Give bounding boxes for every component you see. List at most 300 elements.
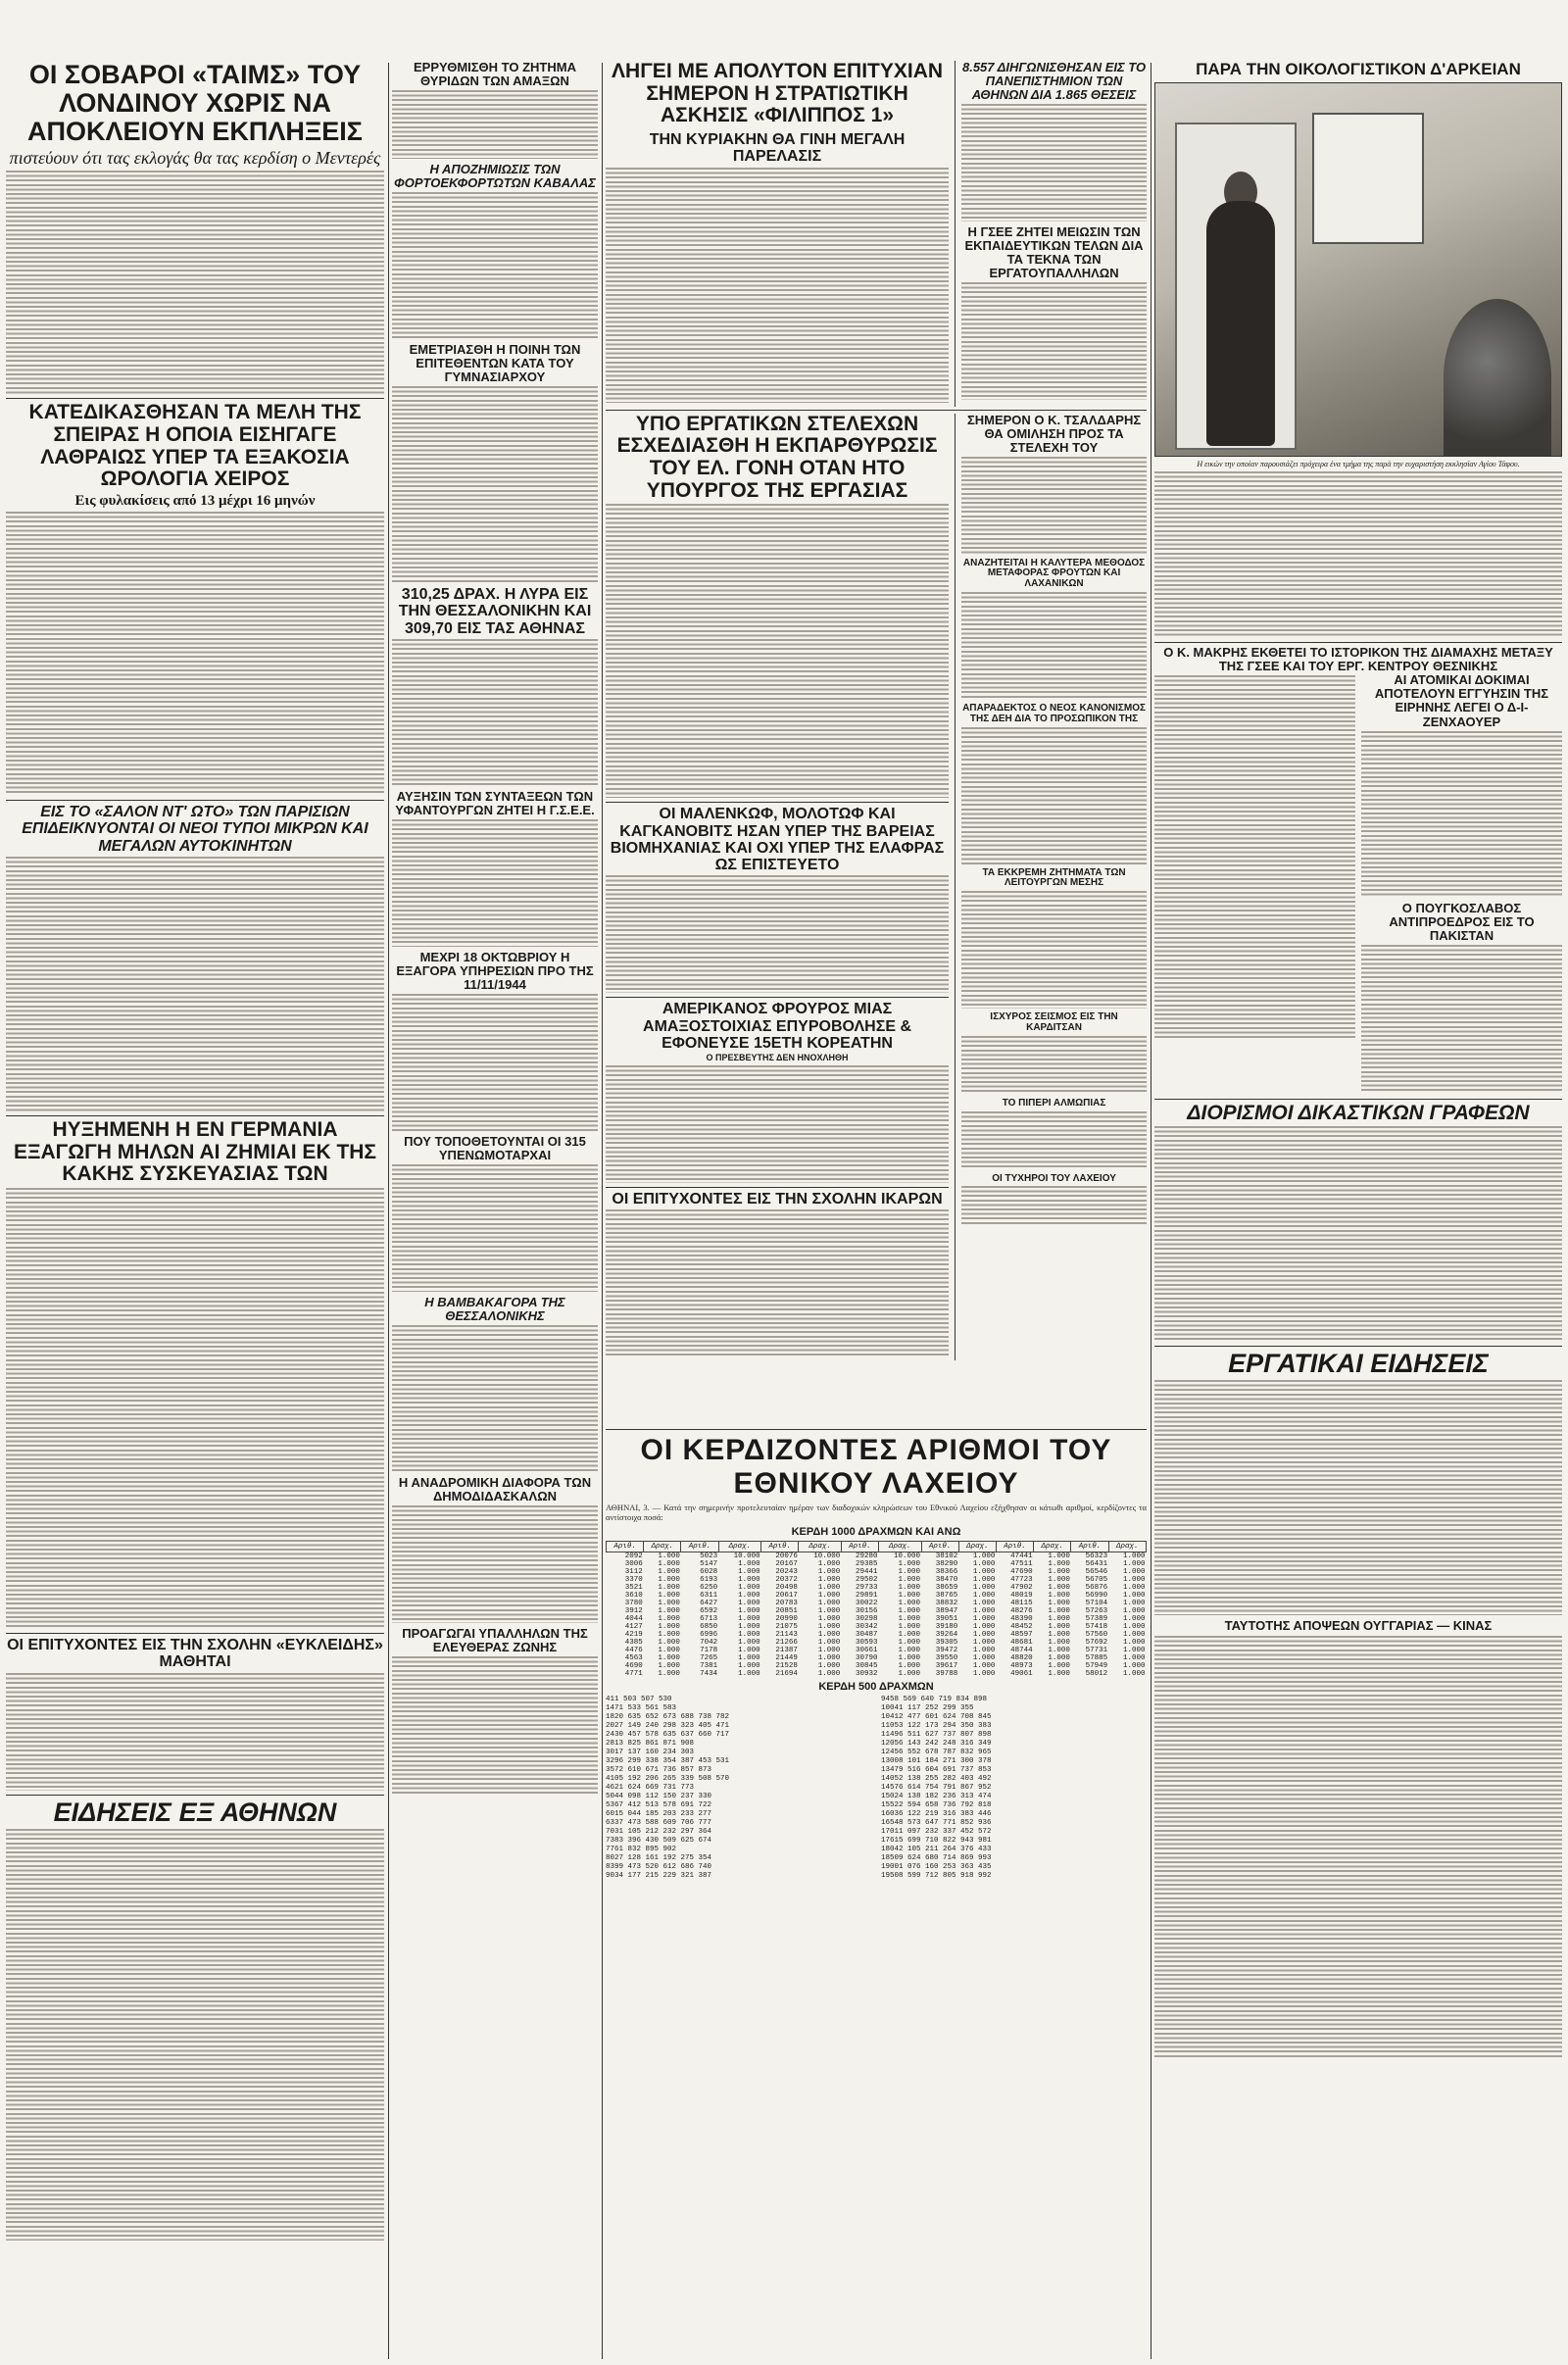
headline-athens-news: ΕΙΔΗΣΕΙΣ ΕΞ ΑΘΗΝΩΝ	[53, 1797, 337, 1827]
lottery-cell: 1.000	[1048, 1576, 1070, 1584]
lottery-cell: 38947	[935, 1607, 958, 1615]
lottery-cell: 1.000	[972, 1560, 996, 1568]
lottery-cell: 1.000	[738, 1568, 760, 1576]
lottery-cell: 20076	[775, 1552, 798, 1560]
lottery-cell: 48019	[1010, 1592, 1033, 1600]
lottery-cell: 1.000	[972, 1607, 996, 1615]
headline-makris: Ο Κ. ΜΑΚΡΗΣ ΕΚΘΕΤΕΙ ΤΟ ΙΣΤΟΡΙΚΟΝ ΤΗΣ ΔΙΑΜΑΧΗΣ ΜΕΤΑΞΥ ΤΗΣ ΓΣΕΕ ΚΑΙ ΤΟΥ ΕΡΓ. ΚΕΝΤΡΟΥ ΘΕΣΝΙΚΗΣ	[1163, 645, 1553, 674]
lottery-cell: 20372	[775, 1576, 798, 1584]
news-photo	[1154, 82, 1562, 457]
lottery-cell: 5023	[700, 1552, 718, 1560]
lottery-cell: 20783	[775, 1600, 798, 1607]
lottery-cell: 1.000	[898, 1647, 920, 1654]
lottery-cell: 56876	[1085, 1584, 1108, 1592]
lottery-small-line: 8399 473 520 612 686 740	[606, 1863, 712, 1871]
lottery-cell: 1.000	[658, 1592, 680, 1600]
lottery-cell: 1.000	[658, 1560, 680, 1568]
lottery-cell: 1.000	[817, 1654, 841, 1662]
lottery-small-line: 19508 599 712 805 918 992	[881, 1872, 992, 1880]
lottery-cell: 39550	[935, 1654, 958, 1662]
headline-gsee-fees: Η ΓΣΕΕ ΖΗΤΕΙ ΜΕΙΩΣΙΝ ΤΩΝ ΕΚΠΑΙΔΕΥΤΙΚΩΝ ΤΕΛΩΝ ΔΙΑ ΤΑ ΤΕΚΝΑ ΤΩΝ ΕΡΓΑΤΟΥΠΑΛΛΗΛΩΝ	[964, 224, 1144, 281]
headline-paris-salon: ΕΙΣ ΤΟ «ΣΑΛΟΝ ΝΤ' ΩΤΟ» ΤΩΝ ΠΑΡΙΣΙΩΝ ΕΠΙΔΕΙΚΝΥΟΝΤΑΙ ΟΙ ΝΕΟΙ ΤΥΠΟΙ ΜΙΚΡΩΝ ΚΑΙ ΜΕΓΑΛΩΝ ΑΥΤΟΚΙΝΗΤΩΝ	[22, 804, 368, 855]
lottery-row	[607, 1607, 1147, 1615]
lottery-cell: 1.000	[738, 1631, 760, 1639]
lottery-small-line: 19001 076 160 253 363 435	[881, 1863, 992, 1871]
article-body	[6, 857, 384, 1111]
lottery-cell: 1.000	[658, 1584, 680, 1592]
headline-services-1944: ΜΕΧΡΙ 18 ΟΚΤΩΒΡΙΟΥ Η ΕΞΑΓΟΡΑ ΥΠΗΡΕΣΙΩΝ ΠΡΟ ΤΗΣ 11/11/1944	[396, 950, 594, 993]
lottery-small-line: 16036 122 219 316 383 446	[881, 1810, 992, 1818]
article-body	[961, 727, 1147, 864]
lottery-small-line: 2027 149 240 298 323 405 471	[606, 1722, 730, 1730]
article-body	[1154, 471, 1562, 638]
lottery-cell: 4385	[624, 1639, 643, 1647]
lottery-small-line: 18042 105 211 264 376 433	[881, 1846, 992, 1853]
lottery-cell: 1.000	[817, 1576, 841, 1584]
lottery-cell: 3610	[624, 1592, 643, 1600]
lottery-block	[606, 1426, 1147, 2357]
lottery-cell: 48597	[1010, 1631, 1033, 1639]
lottery-cell: 1.000	[1048, 1592, 1070, 1600]
article-body	[392, 90, 598, 159]
lottery-cell: 39788	[935, 1670, 958, 1678]
lottery-cell: 1.000	[898, 1662, 920, 1670]
photo-caption: Η εικών την οποίαν παρουσιάζει πρόχειρα ένα τμήμα της παρά την ευχαριστήση εκκλησίαν Αγίου Τάφου.	[1197, 460, 1520, 469]
headline-university-exams: 8.557 ΔΙΗΓΩΝΙΣΘΗΣΑΝ ΕΙΣ ΤΟ ΠΑΝΕΠΙΣΤΗΜΙΟΝ ΤΩΝ ΑΘΗΝΩΝ ΔΙΑ 1.865 ΘΕΣΕΙΣ	[961, 60, 1147, 103]
lottery-cell: 7265	[700, 1654, 718, 1662]
article-body	[1154, 675, 1355, 1038]
lottery-cell: 47690	[1010, 1568, 1033, 1576]
lottery-cell: 30790	[856, 1654, 878, 1662]
lottery-cell: 1.000	[658, 1639, 680, 1647]
lottery-row	[607, 1615, 1147, 1623]
lottery-cell: 1.000	[658, 1662, 680, 1670]
lottery-cell: 48390	[1010, 1615, 1033, 1623]
lottery-cell: 30156	[856, 1607, 878, 1615]
headline-apple-exports: ΗΥΞΗΜΕΝΗ Η ΕΝ ΓΕΡΜΑΝΙΑ ΕΞΑΓΩΓΗ ΜΗΛΩΝ ΑΙ ΖΗΜΙΑΙ ΕΚ ΤΗΣ ΚΑΚΗΣ ΣΥΣΚΕΥΑΣΙΑΣ ΤΩΝ	[13, 1117, 377, 1186]
lottery-cell: 6996	[700, 1631, 718, 1639]
lottery-cell: 1.000	[972, 1647, 996, 1654]
lottery-cell: 21075	[775, 1623, 798, 1631]
lottery-cell: 1.000	[972, 1631, 996, 1639]
subheadline-sentences: Εις φυλακίσεις από 13 μέχρι 16 μηνών	[74, 493, 316, 510]
lottery-small-line: 1820 635 652 673 688 738 782	[606, 1713, 730, 1721]
lottery-cell: 57560	[1085, 1631, 1108, 1639]
lottery-cell: 1.000	[738, 1584, 760, 1592]
lottery-cell: 1.000	[1048, 1560, 1070, 1568]
lottery-col-number: Αριθ.	[841, 1542, 878, 1552]
article-body	[606, 1209, 949, 1356]
column-4-top	[961, 61, 1147, 407]
lottery-col-number: Αριθ.	[1071, 1542, 1108, 1552]
lottery-cell: 48820	[1010, 1654, 1033, 1662]
lottery-cell: 29385	[856, 1560, 878, 1568]
headline-teachers-issues: ΤΑ ΕΚΚΡΕΜΗ ΖΗΤΗΜΑΤΑ ΤΩΝ ΛΕΙΤΟΥΡΓΩΝ ΜΕΣΗΣ	[982, 866, 1126, 889]
lottery-small-line: 7031 105 212 232 297 364	[606, 1828, 712, 1836]
headline-ikaron-school: ΟΙ ΕΠΙΤΥΧΟΝΤΕΣ ΕΙΣ ΤΗΝ ΣΧΟΛΗΝ ΙΚΑΡΩΝ	[612, 1190, 943, 1207]
lottery-col-number: Αριθ.	[996, 1542, 1033, 1552]
lottery-cell: 1.000	[738, 1615, 760, 1623]
lottery-cell: 1.000	[1122, 1662, 1146, 1670]
lottery-cell: 1.000	[658, 1615, 680, 1623]
lottery-row	[607, 1568, 1147, 1576]
lottery-cell: 1.000	[1122, 1584, 1146, 1592]
lottery-cell: 4563	[624, 1654, 643, 1662]
lottery-small-line: 7383 396 430 509 625 674	[606, 1837, 712, 1845]
article-body	[961, 1036, 1147, 1095]
lottery-cell: 1.000	[1122, 1560, 1146, 1568]
lottery-cell: 1.000	[817, 1623, 841, 1631]
lottery-cell: 38102	[935, 1552, 958, 1560]
lottery-small-line: 15024 138 182 236 313 474	[881, 1793, 992, 1800]
lottery-small-line: 6015 044 185 203 233 277	[606, 1810, 712, 1818]
lottery-cell: 1.000	[738, 1654, 760, 1662]
lottery-col-number: Αριθ.	[681, 1542, 718, 1552]
lottery-row	[607, 1639, 1147, 1647]
lottery-cell: 1.000	[817, 1639, 841, 1647]
lottery-cell: 1.000	[817, 1560, 841, 1568]
lottery-cell: 56323	[1085, 1552, 1108, 1560]
lottery-cell: 1.000	[972, 1639, 996, 1647]
lottery-cell: 1.000	[972, 1576, 996, 1584]
lottery-row	[607, 1552, 1147, 1561]
lottery-cell: 29280	[856, 1552, 878, 1560]
headline-gonis-plot: ΥΠΟ ΕΡΓΑΤΙΚΩΝ ΣΤΕΛΕΧΩΝ ΕΣΧΕΔΙΑΣΘΗ Η ΕΚΠΑΡΘΥΡΩΣΙΣ ΤΟΥ ΕΛ. ΓΟΝΗ ΟΤΑΝ ΗΤΟ ΥΠΟΥΡΓΟΣ ΤΗΣ ΕΡΓΑΣΙΑΣ	[616, 412, 938, 502]
lottery-cell: 47902	[1010, 1584, 1033, 1592]
article-body	[606, 168, 949, 403]
lottery-cell: 4690	[624, 1662, 643, 1670]
article-body	[6, 1829, 384, 2241]
lottery-small-line: 3572 610 671 736 857 873	[606, 1766, 712, 1774]
lottery-cell: 1.000	[817, 1670, 841, 1678]
lottery-cell: 20990	[775, 1615, 798, 1623]
lottery-small-line: 2430 457 578 635 637 660 717	[606, 1731, 730, 1739]
lottery-row	[607, 1654, 1147, 1662]
lottery-cell: 1.000	[738, 1647, 760, 1654]
lottery-row	[607, 1647, 1147, 1654]
lottery-cell: 1.000	[898, 1615, 920, 1623]
lottery-cell: 1.000	[898, 1623, 920, 1631]
lottery-title: ΟΙ ΚΕΡΔΙΖΟΝΤΕΣ ΑΡΙΘΜΟΙ ΤΟΥ ΕΘΝΙΚΟΥ ΛΑΧΕΙΟΥ	[640, 1434, 1112, 1500]
headline-korea-guard: ΑΜΕΡΙΚΑΝΟΣ ΦΡΟΥΡΟΣ ΜΙΑΣ ΑΜΑΞΟΣΤΟΙΧΙΑΣ ΕΠΥΡΟΒΟΛΗΣΕ & ΕΦΟΝΕΥΣΕ 15ΕΤΗ ΚΟΡΕΑΤΗΝ	[643, 1001, 912, 1052]
lottery-cell: 1.000	[738, 1623, 760, 1631]
lottery-row	[607, 1584, 1147, 1592]
lottery-cell: 38765	[935, 1592, 958, 1600]
article-body	[392, 1164, 598, 1292]
lottery-cell: 20243	[775, 1568, 798, 1576]
article-body	[392, 1656, 598, 1794]
lottery-cell: 1.000	[1122, 1615, 1146, 1623]
lottery-cell: 21449	[775, 1654, 798, 1662]
lottery-cell: 1.000	[817, 1584, 841, 1592]
lottery-cell: 7381	[700, 1662, 718, 1670]
lottery-cell: 3521	[624, 1584, 643, 1592]
lottery-cell: 1.000	[1122, 1654, 1146, 1662]
lottery-cell: 39472	[935, 1647, 958, 1654]
lottery-cell: 48973	[1010, 1662, 1033, 1670]
lottery-cell: 1.000	[738, 1639, 760, 1647]
lottery-cell: 48744	[1010, 1647, 1033, 1654]
lottery-cell: 38659	[935, 1584, 958, 1592]
lottery-cell: 1.000	[738, 1576, 760, 1584]
lottery-cell: 1.000	[817, 1615, 841, 1623]
article-body	[1154, 1636, 1562, 2057]
lottery-cell: 39180	[935, 1623, 958, 1631]
lottery-cell: 1.000	[1122, 1576, 1146, 1584]
headline-atomic-tests: ΑΙ ΑΤΟΜΙΚΑΙ ΔΟΚΙΜΑΙ ΑΠΟΤΕΛΟΥΝ ΕΓΓΥΗΣΙΝ ΤΗΣ ΕΙΡΗΝΗΣ ΛΕΓΕΙ Ο Δ-Ι-ΖΕΝΧΑΟΥΕΡ	[1374, 672, 1549, 729]
article-body	[961, 891, 1147, 1009]
lottery-small-line: 5044 098 112 150 237 330	[606, 1793, 712, 1800]
lottery-cell: 1.000	[1048, 1670, 1070, 1678]
lottery-cell: 1.000	[1048, 1552, 1070, 1560]
lottery-table	[606, 1541, 1147, 1678]
lottery-row	[607, 1623, 1147, 1631]
headline-watch-smuggling: ΚΑΤΕΔΙΚΑΣΘΗΣΑΝ ΤΑ ΜΕΛΗ ΤΗΣ ΣΠΕΙΡΑΣ Η ΟΠΟΙΑ ΕΙΣΗΓΑΓΕ ΛΑΘΡΑΙΩΣ ΥΠΕΡ ΤΑ ΕΞΑΚΟΣΙΑ ΩΡΟΛΟΓΙΑ ΧΕΙΡΟΣ	[28, 401, 362, 491]
lottery-cell: 4476	[624, 1647, 643, 1654]
lottery-cell: 29733	[856, 1584, 878, 1592]
lottery-cell: 1.000	[898, 1576, 920, 1584]
headline-labor-news: ΕΡΓΑΤΙΚΑΙ ΕΙΔΗΣΕΙΣ	[1228, 1349, 1489, 1379]
lottery-cell: 1.000	[1048, 1662, 1070, 1670]
lottery-cell: 7434	[700, 1670, 718, 1678]
lottery-row	[607, 1592, 1147, 1600]
lottery-cell: 6427	[700, 1600, 718, 1607]
article-body	[6, 512, 384, 796]
lottery-small-line: 1471 533 561 583	[606, 1704, 677, 1712]
lottery-cell: 39264	[935, 1631, 958, 1639]
lottery-small-line: 3017 137 160 234 303	[606, 1749, 695, 1756]
lottery-cell: 1.000	[817, 1600, 841, 1607]
article-body	[606, 875, 949, 993]
lottery-cell: 20851	[775, 1607, 798, 1615]
lottery-cell: 1.000	[972, 1654, 996, 1662]
lottery-cell: 6311	[700, 1592, 718, 1600]
article-body	[1154, 1126, 1562, 1342]
lottery-cell: 57731	[1085, 1647, 1108, 1654]
article-body	[6, 171, 384, 394]
lottery-cell: 1.000	[1122, 1607, 1146, 1615]
lottery-cell: 3912	[624, 1607, 643, 1615]
headline-times-london: ΟΙ ΣΟΒΑΡΟΙ «ΤΑΙΜΣ» ΤΟΥ ΛΟΝΔΙΝΟΥ ΧΩΡΙΣ ΝΑ ΑΠΟΚΛΕΙΟΥΝ ΕΚΠΛΗΞΕΙΣ	[27, 60, 363, 147]
headline-photo: ΠΑΡΑ ΤΗΝ ΟΙΚΟΛΟΓΙΣΤΙΚΟΝ Δ'ΑΡΚΕΙΑΝ	[1196, 60, 1521, 78]
lottery-small-line: 7761 832 895 902	[606, 1846, 677, 1853]
lottery-cell: 56431	[1085, 1560, 1108, 1568]
lottery-cell: 30845	[856, 1662, 878, 1670]
article-body	[961, 282, 1147, 400]
lottery-row	[607, 1670, 1147, 1678]
lottery-row	[607, 1560, 1147, 1568]
headline-lucky: ΟΙ ΤΥΧΗΡΟΙ ΤΟΥ ΛΑΧΕΙΟΥ	[992, 1172, 1116, 1184]
lottery-cell: 30661	[856, 1647, 878, 1654]
lottery-cell: 1.000	[898, 1568, 920, 1576]
lottery-cell: 1.000	[1122, 1647, 1146, 1654]
lottery-cell: 10.000	[733, 1552, 760, 1560]
article-body	[6, 1188, 384, 1629]
lottery-small-line: 6337 473 588 609 706 777	[606, 1819, 712, 1827]
lottery-cell: 38366	[935, 1568, 958, 1576]
lottery-small-line: 5367 412 513 578 691 722	[606, 1801, 712, 1809]
lottery-cell: 1.000	[898, 1600, 920, 1607]
article-body	[961, 1186, 1147, 1225]
lottery-col-amount: Δραχ.	[1108, 1542, 1146, 1552]
lottery-col-amount: Δραχ.	[718, 1542, 760, 1552]
lottery-cell: 1.000	[658, 1568, 680, 1576]
lottery-cell: 39305	[935, 1639, 958, 1647]
lottery-cell: 57389	[1085, 1615, 1108, 1623]
lottery-cell: 48681	[1010, 1639, 1033, 1647]
lottery-cell: 29441	[856, 1568, 878, 1576]
lottery-cell: 3370	[624, 1576, 643, 1584]
lottery-cell: 57692	[1085, 1639, 1108, 1647]
lottery-small-line: 14052 138 255 282 403 492	[881, 1775, 992, 1783]
lottery-cell: 1.000	[738, 1592, 760, 1600]
lottery-cell: 1.000	[658, 1647, 680, 1654]
lottery-small-line: 13008 101 184 271 300 378	[881, 1757, 992, 1765]
lottery-cell: 56546	[1085, 1568, 1108, 1576]
lottery-small-line: 15522 594 658 736 792 818	[881, 1801, 992, 1809]
headline-tsaldaris: ΣΗΜΕΡΟΝ Ο Κ. ΤΣΑΛΔΑΡΗΣ ΘΑ ΟΜΙΛΗΣΗ ΠΡΟΣ ΤΑ ΣΤΕΛΕΧΗ ΤΟΥ	[966, 412, 1142, 455]
lottery-cell: 30932	[856, 1670, 878, 1678]
lottery-cell: 1.000	[817, 1592, 841, 1600]
subheadline-parade: ΤΗΝ ΚΥΡΙΑΚΗΝ ΘΑ ΓΙΝΗ ΜΕΓΑΛΗ ΠΑΡΕΛΑΣΙΣ	[649, 131, 906, 166]
lottery-small-line: 18509 624 680 714 869 993	[881, 1854, 992, 1862]
lottery-cell: 20617	[775, 1592, 798, 1600]
lottery-col-number: Αριθ.	[761, 1542, 799, 1552]
headline-fruit-transport: ΑΝΑΖΗΤΕΙΤΑΙ Η ΚΑΛΥΤΕΡΑ ΜΕΘΟΔΟΣ ΜΕΤΑΦΟΡΑΣ ΦΡΟΥΤΩΝ ΚΑΙ ΛΑΧΑΝΙΚΩΝ	[962, 557, 1146, 590]
lottery-cell: 1.000	[658, 1623, 680, 1631]
lottery-small-line: 11496 511 627 737 807 898	[881, 1731, 992, 1739]
lottery-cell: 5147	[700, 1560, 718, 1568]
lottery-cell: 4127	[624, 1623, 643, 1631]
lottery-col-amount: Δραχ.	[1034, 1542, 1071, 1552]
lottery-cell: 1.000	[1048, 1607, 1070, 1615]
lottery-cell: 1.000	[972, 1592, 996, 1600]
headline-wagon-doors: ΕΡΡΥΘΜΙΣΘΗ ΤΟ ΖΗΤΗΜΑ ΘΥΡΙΔΩΝ ΤΩΝ ΑΜΑΞΩΝ	[414, 60, 576, 89]
lottery-small-line: 16548 573 647 771 852 936	[881, 1819, 992, 1827]
lottery-cell: 30298	[856, 1615, 878, 1623]
article-body	[392, 819, 598, 947]
lottery-small-line: 11053 122 173 294 350 383	[881, 1722, 992, 1730]
headline-earthquake: ΙΣΧΥΡΟΣ ΣΕΙΣΜΟΣ ΕΙΣ ΤΗΝ ΚΑΡΔΙΤΣΑΝ	[990, 1011, 1118, 1034]
subheadline-menderes: πιστεύουν ότι τας εκλογάς θα τας κερδίση ο Μεντερές	[9, 148, 381, 169]
center-block	[606, 61, 1147, 1360]
lottery-cell: 1.000	[898, 1607, 920, 1615]
headline-gymnasiarch: ΕΜΕΤΡΙΑΣΘΗ Η ΠΟΙΝΗ ΤΩΝ ΕΠΙΤΕΘΕΝΤΩΝ ΚΑΤΑ ΤΟΥ ΓΥΜΝΑΣΙΑΡΧΟΥ	[409, 342, 581, 385]
lottery-cell: 30342	[856, 1623, 878, 1631]
article-body	[6, 1673, 384, 1791]
lottery-row	[607, 1662, 1147, 1670]
lottery-cell: 1.000	[1122, 1631, 1146, 1639]
lottery-small-line: 4105 192 206 265 339 508 570	[606, 1775, 730, 1783]
lottery-row	[607, 1576, 1147, 1584]
article-body	[961, 104, 1147, 222]
lottery-cell: 30487	[856, 1631, 878, 1639]
lottery-cell: 1.000	[972, 1623, 996, 1631]
lottery-cell: 29502	[856, 1576, 878, 1584]
article-body	[392, 1505, 598, 1623]
lottery-cell: 1.000	[972, 1670, 996, 1678]
lottery-cell: 1.000	[1122, 1592, 1146, 1600]
lottery-cell: 39051	[935, 1615, 958, 1623]
article-body	[1361, 945, 1562, 1092]
lottery-cell: 20167	[775, 1560, 798, 1568]
lottery-cell: 7178	[700, 1647, 718, 1654]
article-body	[606, 1065, 949, 1183]
article-body	[961, 457, 1147, 555]
lottery-small-line: 10412 477 601 624 708 845	[881, 1713, 992, 1721]
lottery-small-line: 13479 516 604 691 737 853	[881, 1766, 992, 1774]
lottery-small-line: 14576 614 754 791 867 952	[881, 1784, 992, 1792]
lottery-cell: 3780	[624, 1600, 643, 1607]
lottery-cell: 1.000	[898, 1584, 920, 1592]
lottery-cell: 57263	[1085, 1607, 1108, 1615]
lottery-cell: 1.000	[1122, 1670, 1146, 1678]
lottery-cell: 1.000	[1122, 1623, 1146, 1631]
lottery-cell: 39617	[935, 1662, 958, 1670]
lottery-cell: 1.000	[738, 1600, 760, 1607]
lottery-small-line: 9458 569 640 719 834 898	[881, 1696, 988, 1703]
lottery-cell: 1.000	[972, 1584, 996, 1592]
lottery-cell: 30593	[856, 1639, 878, 1647]
lottery-cell: 1.000	[1048, 1623, 1070, 1631]
lottery-cell: 1.000	[658, 1654, 680, 1662]
lottery-cell: 30022	[856, 1600, 878, 1607]
lottery-row	[607, 1631, 1147, 1639]
lottery-cell: 1.000	[817, 1662, 841, 1670]
lottery-cell: 21694	[775, 1670, 798, 1678]
lottery-cell: 3112	[624, 1568, 643, 1576]
lottery-cell: 1.000	[817, 1631, 841, 1639]
article-body	[392, 994, 598, 1131]
lottery-cell: 1.000	[658, 1631, 680, 1639]
lottery-cell: 1.000	[898, 1654, 920, 1662]
headline-eukleidis-school: ΟΙ ΕΠΙΤΥΧΟΝΤΕΣ ΕΙΣ ΤΗΝ ΣΧΟΛΗΝ «ΕΥΚΛΕΙΔΗΣ» ΜΑΘΗΤΑΙ	[7, 1636, 383, 1671]
article-body	[392, 386, 598, 582]
subheadline-ambassador: Ο ΠΡΕΣΒΕΥΤΗΣ ΔΕΝ ΗΝΟΧΛΗΘΗ	[706, 1053, 849, 1063]
headline-malenkov: ΟΙ ΜΑΛΕΝΚΩΦ, ΜΟΛΟΤΩΦ ΚΑΙ ΚΑΓΚΑΝΟΒΙΤΣ ΗΣΑΝ ΥΠΕΡ ΤΗΣ ΒΑΡΕΙΑΣ ΒΙΟΜΗΧΑΝΙΑΣ ΚΑΙ ΟΧΙ ΥΠΕΡ ΤΗΣ ΕΛΑΦΡΑΣ ΩΣ ΕΠΙΣΤΕΥΕΤΟ	[610, 806, 945, 874]
article-body	[1361, 731, 1562, 898]
lottery-cell: 1.000	[1048, 1639, 1070, 1647]
lottery-cell: 56705	[1085, 1576, 1108, 1584]
lottery-cell: 1.000	[1048, 1631, 1070, 1639]
lottery-cell: 4044	[624, 1615, 643, 1623]
lottery-sub-1000: ΚΕΡΔΗ 1000 ΔΡΑΧΜΩΝ ΚΑΙ ΑΝΩ	[791, 1526, 961, 1538]
column-2	[392, 61, 598, 2359]
lottery-cell: 1.000	[738, 1607, 760, 1615]
lottery-cell: 4771	[624, 1670, 643, 1678]
lottery-cell: 56990	[1085, 1592, 1108, 1600]
headline-pound-rate: 310,25 ΔΡΑΧ. Η ΛΥΡΑ ΕΙΣ ΤΗΝ ΘΕΣΣΑΛΟΝΙΚΗΝ ΚΑΙ 309,70 ΕΙΣ ΤΑΣ ΑΘΗΝΑΣ	[398, 586, 592, 637]
lottery-cell: 21266	[775, 1639, 798, 1647]
lottery-cell: 21143	[775, 1631, 798, 1639]
lottery-col-number: Αριθ.	[921, 1542, 958, 1552]
lottery-col-amount: Δραχ.	[958, 1542, 996, 1552]
headline-teachers: Η ΑΝΑΔΡΟΜΙΚΗ ΔΙΑΦΟΡΑ ΤΩΝ ΔΗΜΟΔΙΔΑΣΚΑΛΩΝ	[398, 1475, 592, 1504]
lottery-cell: 1.000	[658, 1600, 680, 1607]
lottery-cell: 1.000	[817, 1607, 841, 1615]
headline-kavala-porters: Η ΑΠΟΖΗΜΙΩΣΙΣ ΤΩΝ ΦΟΡΤΟΕΚΦΟΡΤΩΤΩΝ ΚΑΒΑΛΑΣ	[394, 162, 596, 191]
lottery-cell: 6850	[700, 1623, 718, 1631]
lottery-col-amount: Δραχ.	[644, 1542, 681, 1552]
lottery-cell: 21528	[775, 1662, 798, 1670]
lottery-cell: 38290	[935, 1560, 958, 1568]
lottery-small-line: 17011 097 232 337 452 572	[881, 1828, 992, 1836]
lottery-cell: 48115	[1010, 1600, 1033, 1607]
lottery-cell: 1.000	[1048, 1600, 1070, 1607]
lottery-small-line: 8027 128 161 192 275 354	[606, 1854, 712, 1862]
lottery-small-line: 12056 143 242 248 316 349	[881, 1740, 992, 1748]
lottery-cell: 10.000	[893, 1552, 920, 1560]
